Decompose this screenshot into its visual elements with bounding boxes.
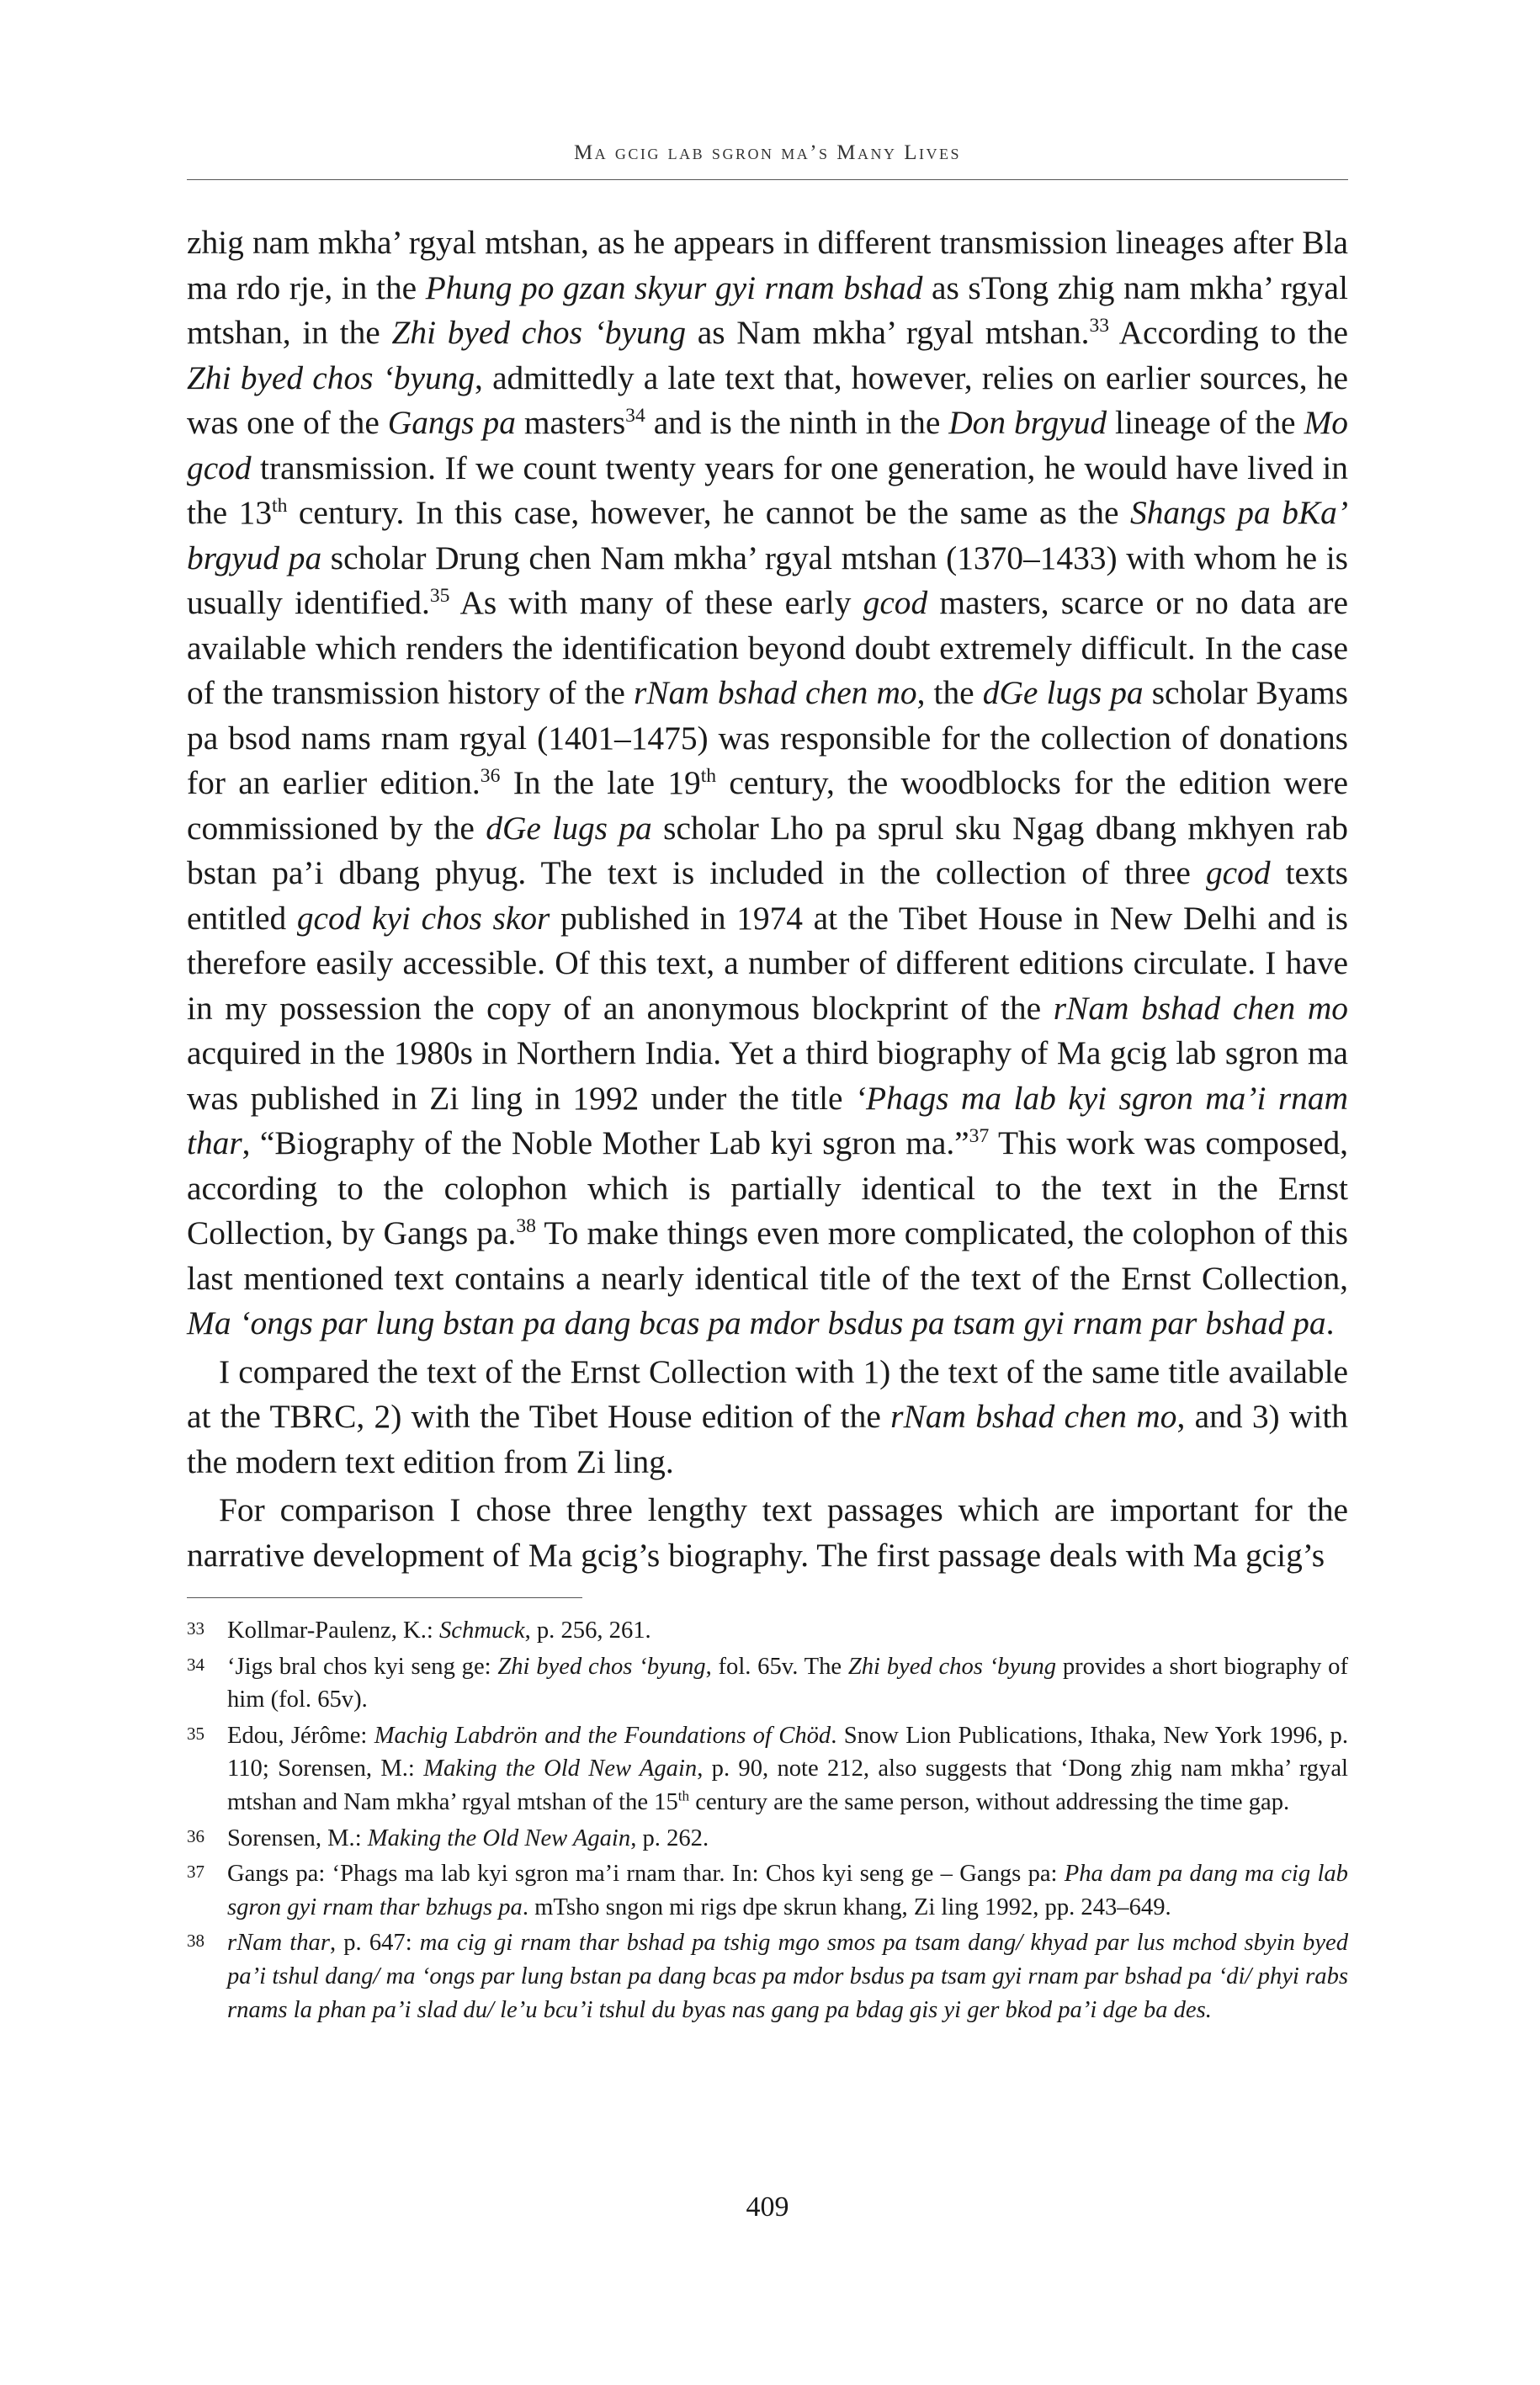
- italic-text: gcod: [1205, 854, 1271, 891]
- italic-text: Making the Old New Again: [423, 1756, 698, 1782]
- footnote: [187, 1719, 1348, 1819]
- italic-text: Pha dam pa dang ma cig lab sgron gyi rnam thar bzhugs pa: [227, 1861, 1348, 1920]
- footnote: [187, 1926, 1348, 2026]
- text-run: century. In this case, however, he cannot be the same as the: [287, 494, 1130, 531]
- footnote: [187, 1614, 1348, 1648]
- italic-text: Zhi byed chos ‘byung: [497, 1653, 706, 1680]
- text-run: published in 1974 at the Tibet House in New Delhi and is therefore easily accessible. Of this text, a number of different editions circulate. I have in my possession the copy of an anonymous blockprint of the: [187, 899, 1348, 1027]
- text-run: Sorensen, M.:: [227, 1825, 368, 1851]
- footnote-ref: th: [272, 494, 288, 517]
- footnote-ref: 33: [1089, 314, 1110, 337]
- footnote-ref: 36: [480, 764, 501, 787]
- text-run: , and 3) with the modern text edition from Zi ling.: [187, 1398, 1349, 1480]
- italic-text: Don brgyud: [948, 404, 1107, 441]
- italic-text: Zhi byed chos ‘byung: [847, 1653, 1057, 1680]
- text-run: masters, scarce or no data are available which renders the identification beyond doubt extremely difficult. In the case of the transmission history of the: [187, 584, 1348, 711]
- italic-text: Making the Old New Again: [367, 1825, 631, 1851]
- text-run: Gangs pa: ‘Phags ma lab kyi sgron ma’i rnam thar. In: Chos kyi seng ge – Gangs pa:: [227, 1861, 1065, 1888]
- italic-text: Zhi byed chos ‘byung: [391, 314, 687, 351]
- body-text: [187, 220, 1348, 1578]
- text-run: provides a short biography of him (fol. 65v).: [227, 1653, 1348, 1713]
- footnote-number: 35: [187, 1723, 204, 1744]
- footnote-ref: 34: [625, 404, 645, 427]
- text-run: , fol. 65v. The: [705, 1653, 848, 1680]
- footnote-rule: [187, 1597, 582, 1598]
- italic-text: gcod: [863, 584, 928, 621]
- text-run: , admittedly a late text that, however, relies on earlier sources, he was one of the: [187, 359, 1348, 441]
- text-run: . mTsho sngon mi rigs dpe skrun khang, Zi ling 1992, pp. 243–649.: [522, 1894, 1171, 1920]
- footnote-number: 37: [187, 1862, 204, 1883]
- italic-text: Ma ‘ongs par lung bstan pa dang bcas pa mdor bsdus pa tsam gyi rnam par bshad pa: [187, 1304, 1326, 1341]
- italic-text: dGe lugs pa: [486, 809, 652, 847]
- italic-text: Shangs pa bKa’ brgyud pa: [187, 494, 1348, 576]
- text-run: scholar Byams pa bsod nams rnam rgyal (1401–1475) was responsible for the collection of donations for an earlier edition.: [187, 674, 1348, 801]
- italic-text: rNam bshad chen mo: [890, 1398, 1177, 1435]
- text-run: , “Biography of the Noble Mother Lab kyi sgron ma.”: [242, 1124, 969, 1161]
- footnote-number: 34: [187, 1654, 204, 1675]
- footnote-ref: 35: [429, 584, 450, 607]
- text-run: zhig nam mkha’ rgyal mtshan, as he appears in different transmission lineages after Bla ma rdo rje, in the: [187, 224, 1348, 306]
- italic-text: Phung po gzan skyur gyi rnam bshad: [425, 268, 923, 306]
- text-run: transmission. If we count twenty years for one generation, he would have lived in the 13: [187, 449, 1348, 531]
- italic-text: Mo gcod: [187, 404, 1348, 486]
- italic-text: ma cig gi rnam thar bshad pa tshig mgo smos pa tsam dang/ khyad par lus mchod sbyin byed pa’i tshul dang/ ma ‘ongs par lung bstan pa dang bcas pa mdor bsdus pa tsam gyi rnam par bshad pa ‘di/ phyi rabs rnams la phan pa’i slad du/ le’u bcu’i tshul du byas nas gang pa bdag gis yi ger bkod pa’i dge ba des.: [227, 1930, 1349, 2023]
- text-run: , the: [916, 674, 983, 711]
- page-number: 409: [746, 2191, 789, 2223]
- footnote-ref: th: [677, 1787, 690, 1804]
- text-run: acquired in the 1980s in Northern India. Yet a third biography of Ma gcig lab sgron ma was published in Zi ling in 1992 under the title: [187, 1034, 1348, 1117]
- footnote: [187, 1650, 1348, 1717]
- footnote-number: 36: [187, 1825, 204, 1846]
- text-run: , p. 256, 261.: [524, 1617, 651, 1644]
- text-run: In the late 19: [500, 764, 701, 801]
- text-run: As with many of these early: [449, 584, 863, 621]
- italic-text: Gangs pa: [387, 404, 516, 441]
- text-run: ‘Jigs bral chos kyi seng ge:: [227, 1653, 498, 1680]
- footnote-ref: th: [700, 764, 717, 787]
- text-run: masters: [515, 404, 626, 441]
- italic-text: Machig Labdrön and the Foundations of Chöd: [374, 1722, 831, 1749]
- italic-text: rNam bshad chen mo: [1053, 989, 1348, 1027]
- text-run: I compared the text of the Ernst Collection with 1) the text of the same title available at the TBRC, 2) with the Tibet House edition of the: [187, 1352, 1348, 1435]
- text-run: According to the: [1109, 314, 1348, 351]
- running-head: Ma gcig lab sgron ma’s Many Lives: [573, 141, 962, 164]
- italic-text: gcod kyi chos skor: [296, 899, 550, 937]
- text-run: To make things even more complicated, the colophon of this last mentioned text contains a nearly identical title of the text of the Ernst Collection,: [187, 1214, 1348, 1297]
- text-run: century are the same person, without addressing the time gap.: [689, 1788, 1290, 1815]
- footnote-number: 38: [187, 1931, 204, 1952]
- text-run: as sTong zhig nam mkha’ rgyal mtshan, in the: [187, 268, 1348, 351]
- footnote-number: 33: [187, 1618, 204, 1639]
- text-run: as Nam mkha’ rgyal mtshan.: [686, 314, 1090, 351]
- footnote-ref: 38: [516, 1214, 536, 1237]
- text-run: Edou, Jérôme:: [227, 1722, 374, 1749]
- italic-text: Zhi byed chos ‘byung: [187, 359, 475, 396]
- italic-text: Schmuck: [438, 1617, 525, 1644]
- text-run: For comparison I chose three lengthy text passages which are important for the narrative development of Ma gcig’s biography. The first passage deals with Ma gcig’s: [187, 1491, 1348, 1574]
- text-run: century, the woodblocks for the edition were commissioned by the: [187, 764, 1348, 847]
- footnote-ref: 37: [969, 1124, 990, 1147]
- paragraph: [187, 1350, 1348, 1485]
- text-run: scholar Drung chen Nam mkha’ rgyal mtshan (1370–1433) with whom he is usually identified.: [187, 539, 1348, 621]
- footnote: [187, 1822, 1348, 1856]
- text-run: , p. 647:: [329, 1930, 420, 1957]
- italic-text: ‘Phags ma lab kyi sgron ma’i rnam thar: [187, 1079, 1348, 1161]
- italic-text: rNam thar: [227, 1930, 330, 1957]
- text-run: . Snow Lion Publications, Ithaka, New York 1996, p. 110; Sorensen, M.:: [227, 1722, 1349, 1782]
- footnotes: [187, 1614, 1348, 2029]
- paragraph: [187, 1488, 1348, 1578]
- text-run: .: [1325, 1304, 1335, 1341]
- text-run: Kollmar-Paulenz, K.:: [227, 1617, 439, 1644]
- text-run: scholar Lho pa sprul sku Ngag dbang mkhyen rab bstan pa’i dbang phyug. The text is included in the collection of three: [187, 809, 1348, 891]
- paragraph: [187, 220, 1348, 1347]
- italic-text: dGe lugs pa: [982, 674, 1144, 711]
- header-rule: [187, 179, 1348, 180]
- text-run: , p. 262.: [630, 1825, 709, 1851]
- text-run: texts entitled: [187, 854, 1348, 937]
- italic-text: rNam bshad chen mo: [633, 674, 917, 711]
- text-run: lineage of the: [1107, 404, 1304, 441]
- text-run: This work was composed, according to the colophon which is partially identical to the text in the Ernst Collection, by Gangs pa.: [187, 1124, 1348, 1251]
- footnote: [187, 1857, 1348, 1924]
- text-run: and is the ninth in the: [645, 404, 949, 441]
- text-run: , p. 90, note 212, also suggests that ‘Dong zhig nam mkha’ rgyal mtshan and Nam mkha’ rgyal mtshan of the 15: [227, 1756, 1348, 1815]
